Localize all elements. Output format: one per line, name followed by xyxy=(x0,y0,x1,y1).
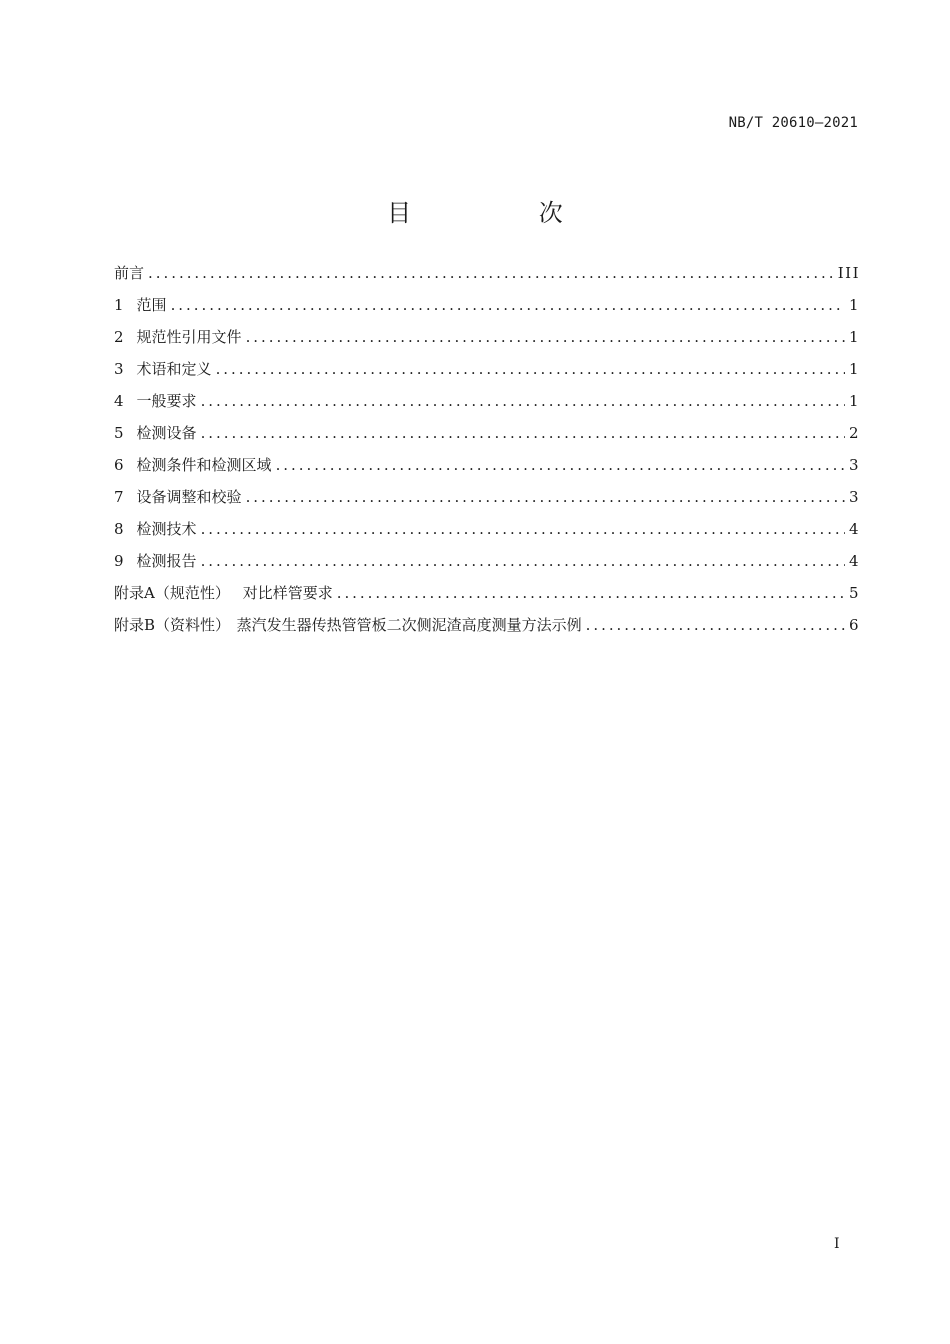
toc-dot-leader xyxy=(246,488,845,506)
toc-title: 目 次 xyxy=(387,199,623,227)
toc-entry-title: 范围 xyxy=(136,296,167,314)
toc-entry-number: 7 xyxy=(114,488,124,506)
toc-entry-subtitle: 蒸汽发生器传热管管板二次侧泥渣高度测量方法示例 xyxy=(236,616,582,634)
toc-entry-title: 设备调整和校验 xyxy=(136,488,242,506)
toc-entry[interactable] xyxy=(114,486,860,518)
toc-entry[interactable] xyxy=(114,390,860,422)
toc-entry-page: 1 xyxy=(848,328,860,346)
toc-dot-leader xyxy=(201,424,845,442)
toc-entry-number: 6 xyxy=(114,456,124,474)
toc-entry-number: 2 xyxy=(114,328,124,346)
toc-entry-title: 检测条件和检测区域 xyxy=(136,456,272,474)
toc-entry[interactable] xyxy=(114,550,860,582)
toc-entry-title: 一般要求 xyxy=(136,392,197,410)
toc-entry-number: 4 xyxy=(114,392,124,410)
toc-entry-page: 1 xyxy=(848,392,860,410)
page-number: I xyxy=(834,1236,840,1252)
toc-entry-page: 4 xyxy=(848,520,860,538)
toc-entry-title: 前言 xyxy=(114,264,145,282)
toc-dot-leader xyxy=(201,552,845,570)
table-of-contents xyxy=(114,262,860,646)
toc-entry-title: 检测设备 xyxy=(136,424,197,442)
toc-entry-page: 6 xyxy=(848,616,860,634)
toc-dot-leader xyxy=(246,328,845,346)
toc-dot-leader xyxy=(216,360,845,378)
toc-entry-title: 检测报告 xyxy=(136,552,197,570)
toc-entry[interactable] xyxy=(114,262,860,294)
toc-entry-page: 1 xyxy=(848,296,860,314)
toc-entry-subtitle: 对比样管要求 xyxy=(242,584,333,602)
toc-dot-leader xyxy=(276,456,845,474)
toc-entry-number: 1 xyxy=(114,296,124,314)
toc-entry[interactable] xyxy=(114,454,860,486)
toc-entry-number: 8 xyxy=(114,520,124,538)
toc-dot-leader xyxy=(201,520,845,538)
toc-entry-title: 规范性引用文件 xyxy=(136,328,242,346)
toc-entry-page: 3 xyxy=(848,456,860,474)
toc-entry[interactable] xyxy=(114,614,860,646)
toc-entry-page: 2 xyxy=(848,424,860,442)
toc-entry[interactable] xyxy=(114,358,860,390)
toc-entry-number: 3 xyxy=(114,360,124,378)
toc-entry-title: 附录A（规范性） xyxy=(114,584,230,602)
toc-entry[interactable] xyxy=(114,326,860,358)
toc-entry-page: 3 xyxy=(848,488,860,506)
toc-entry[interactable] xyxy=(114,518,860,550)
toc-entry-title: 附录B（资料性） xyxy=(114,616,231,634)
toc-dot-leader xyxy=(586,616,845,634)
toc-entry-number: 9 xyxy=(114,552,124,570)
toc-entry-page: 1 xyxy=(848,360,860,378)
toc-dot-leader xyxy=(337,584,845,602)
standard-code: NB/T 20610—2021 xyxy=(728,115,858,131)
toc-entry-page: 4 xyxy=(848,552,860,570)
toc-entry-page: III xyxy=(837,264,860,282)
toc-entry[interactable] xyxy=(114,582,860,614)
toc-entry-page: 5 xyxy=(848,584,860,602)
toc-entry-title: 术语和定义 xyxy=(136,360,212,378)
toc-dot-leader xyxy=(171,296,845,314)
toc-entry-title: 检测技术 xyxy=(136,520,197,538)
toc-entry-number: 5 xyxy=(114,424,124,442)
toc-entry[interactable] xyxy=(114,422,860,454)
toc-dot-leader xyxy=(201,392,845,410)
toc-dot-leader xyxy=(148,264,834,282)
toc-entry[interactable] xyxy=(114,294,860,326)
